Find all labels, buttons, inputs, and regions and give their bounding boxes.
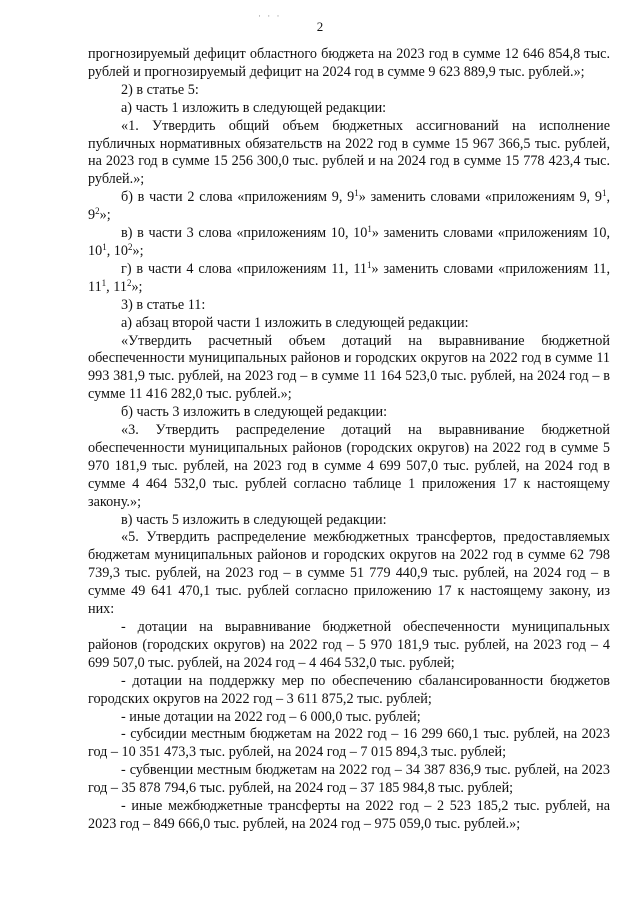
document-body [88,46,610,834]
paragraph: прогнозируемый дефицит областного бюджета на 2023 год в сумме 12 646 854,8 тыс. рублей и прогнозируемый дефицит на 2024 год в сумме 9 623 889,9 тыс. рублей.»; [88,46,610,80]
list-item: - субсидии местным бюджетам на 2022 год – 16 299 660,1 тыс. рублей, на 2023 год – 10 351 473,3 тыс. рублей, на 2024 год – 7 015 894,3 тыс. рублей; [88,726,610,761]
paragraph: а) часть 1 изложить в следующей редакции: [121,99,387,116]
paragraph: в) часть 5 изложить в следующей редакции: [121,511,387,528]
paragraph: б) в части 2 слова «приложениям 9, $9^1$» заменить словами «приложениям 9, $9^1$, $9^2$»; [88,188,610,224]
list-item: - субвенции местным бюджетам на 2022 год – 34 387 836,9 тыс. рублей, на 2023 год – 35 878 794,6 тыс. рублей, на 2024 год – 37 185 984,8 тыс. рублей; [88,762,610,797]
list-item: - дотации на выравнивание бюджетной обеспеченности муниципальных районов (городских округов) на 2022 год – 5 970 181,9 тыс. рублей, на 2023 год – 4 699 507,0 тыс. рублей, на 2024 год – 4 464 532,0 тыс. рублей; [88,619,610,671]
list-item: - дотации на поддержку мер по обеспечению сбалансированности бюджетов городских округов на 2022 год – 3 611 875,2 тыс. рублей; [88,672,610,707]
paragraph: в) в части 3 слова «приложениям 10, $10^1$» заменить словами «приложениям 10, $10^1$, $10^2$»; [88,224,610,259]
scan-marks: · · · [258,11,282,21]
page-number: 2 [316,19,324,34]
paragraph: а) абзац второй части 1 изложить в следующей редакции: [121,314,469,331]
paragraph: 3) в статье 11: [121,296,206,313]
paragraph: «5. Утвердить распределение межбюджетных трансфертов, предоставляемых бюджетам муниципальных районов и городских округов на 2022 год в сумме 62 798 739,3 тыс. рублей, на 2023 год – в сумме 51 779 440,9 тыс. рублей, на 2024 год – в сумме 49 641 470,1 тыс. рублей согласно приложению 17 к настоящему закону, из них: [88,529,610,618]
list-item: - иные дотации на 2022 год – 6 000,0 тыс. рублей; [121,708,421,725]
paragraph: «3. Утвердить распределение дотаций на выравнивание бюджетной обеспеченности муниципальных районов (городских округов) на 2022 год в сумме 5 970 181,9 тыс. рублей, на 2023 год в сумме 4 699 507,0 тыс. рублей, на 2024 год в сумме 4 464 532,0 тыс. рублей согласно таблице 1 приложения 17 к настоящему закону.»; [88,422,610,510]
paragraph: 2) в статье 5: [121,81,199,98]
paragraph: б) часть 3 изложить в следующей редакции: [121,404,388,421]
paragraph: г) в части 4 слова «приложениям 11, $11^1$» заменить словами «приложениям 11, $11^1$, $11^2$»; [88,259,610,295]
paragraph: «Утвердить расчетный объем дотаций на выравнивание бюджетной обеспеченности муниципальных районов и городских округов на 2022 год в сумме 11 993 381,9 тыс. рублей, на 2023 год – в сумме 11 164 523,0 тыс. рублей, на 2024 год – в сумме 11 416 282,0 тыс. рублей.»; [88,332,610,403]
paragraph: «1. Утвердить общий объем бюджетных ассигнований на исполнение публичных нормативных обязательств на 2022 год в сумме 15 967 366,5 тыс. рублей, на 2023 год в сумме 15 256 300,0 тыс. рублей и на 2024 год в сумме 15 778 423,4 тыс. рублей.»; [88,117,610,188]
list-item: - иные межбюджетные трансферты на 2022 год – 2 523 185,2 тыс. рублей, на 2023 год – 849 666,0 тыс. рублей, на 2024 год – 975 059,0 тыс. рублей.»; [88,798,610,832]
